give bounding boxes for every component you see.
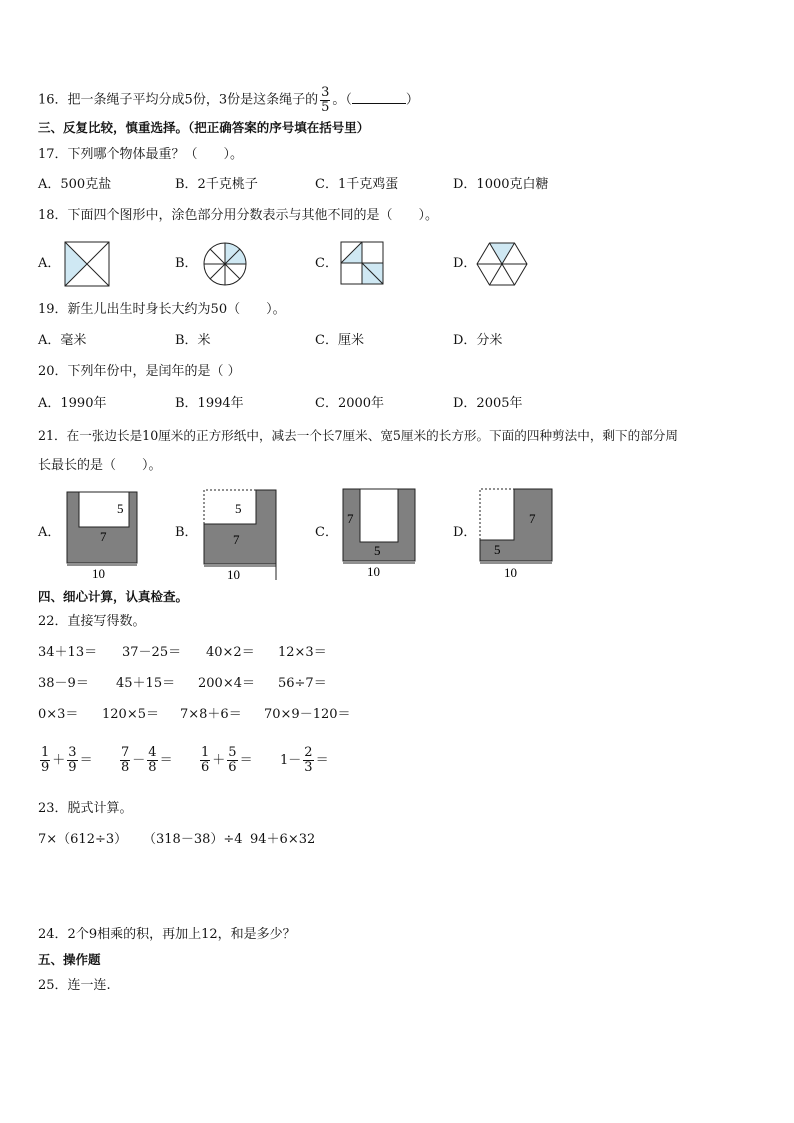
q17-option-b[interactable]: B．2千克桃子 <box>175 177 258 192</box>
q21-a-label-10: 10 <box>92 566 105 581</box>
q22-frac-item-2[interactable]: $\frac{7}{8}$ － $\frac{4}{8}$ ＝ <box>121 745 173 775</box>
q21-figure-a <box>64 490 140 582</box>
q20-stem: 20．下列年份中，是闰年的是（ ） <box>38 364 241 379</box>
q18-a-shaded-triangle <box>65 242 87 286</box>
q16-answer-blank[interactable] <box>352 91 406 104</box>
q21-c-label-5: 5 <box>374 543 381 558</box>
q22-r2-c1[interactable]: 38－9＝ <box>38 676 89 691</box>
q20-option-a[interactable]: A．1990年 <box>38 396 107 411</box>
q22-r2-c3[interactable]: 200×4＝ <box>198 676 255 691</box>
q19-option-d[interactable]: D．分米 <box>453 333 503 348</box>
q18-figure-c-grid <box>340 241 384 285</box>
section-4-title: 四、细心计算，认真检查。 <box>38 589 189 604</box>
q23-item-1[interactable]: 7×（612÷3） <box>38 832 128 847</box>
q21-a-label-7: 7 <box>100 529 107 544</box>
q21-figure-b <box>201 488 279 582</box>
q21-stem-line2: 长最长的是（ ）。 <box>38 458 162 473</box>
q18-figure-b-circle <box>202 241 248 287</box>
q19-stem: 19．新生儿出生时身长大约为50（ ）。 <box>38 302 286 317</box>
q21-b-label-7: 7 <box>233 532 240 547</box>
q22-r3-c2[interactable]: 120×5＝ <box>102 707 159 722</box>
q16-fraction: $\frac{3}{5}$ <box>321 85 330 115</box>
q16-line: 16．把一条绳子平均分成5份，3份是这条绳子的 $\frac{3}{5}$ 。（ ） <box>38 85 419 115</box>
q18-label-a[interactable]: A． <box>38 256 61 271</box>
q17-option-c[interactable]: C．1千克鸡蛋 <box>315 177 399 192</box>
q19-option-a[interactable]: A．毫米 <box>38 333 87 348</box>
q21-label-b[interactable]: B． <box>175 525 198 540</box>
q21-figure-c <box>341 487 417 581</box>
q22-r1-c2[interactable]: 37－25＝ <box>122 645 182 660</box>
q20-option-d[interactable]: D．2005年 <box>453 396 523 411</box>
q18-label-b[interactable]: B． <box>175 256 198 271</box>
q21-c-label-7: 7 <box>347 511 354 526</box>
q17-option-d[interactable]: D．1000克白糖 <box>453 177 549 192</box>
q18-stem: 18．下面四个图形中，涂色部分用分数表示与其他不同的是（ ）。 <box>38 208 439 223</box>
q21-b-label-10: 10 <box>227 567 240 582</box>
q17-stem: 17．下列哪个物体最重？（ ）。 <box>38 147 244 162</box>
q19-option-c[interactable]: C．厘米 <box>315 333 364 348</box>
q16-text: 16．把一条绳子平均分成5份，3份是这条绳子的 <box>38 92 319 108</box>
q22-r3-c1[interactable]: 0×3＝ <box>38 707 79 722</box>
q21-figure-d <box>478 487 556 581</box>
section-5-title: 五、操作题 <box>38 952 101 967</box>
q19-option-b[interactable]: B．米 <box>175 333 211 348</box>
q22-stem: 22．直接写得数。 <box>38 614 146 629</box>
q21-d-label-7: 7 <box>529 511 536 526</box>
q21-stem-line1: 21．在一张边长是10厘米的正方形纸中，减去一个长7厘米、宽5厘米的长方形。下面的四种剪法中，剩下的部分周 <box>38 428 678 443</box>
q21-d-label-5: 5 <box>494 542 501 557</box>
q17-option-a[interactable]: A．500克盐 <box>38 177 112 192</box>
q25-stem: 25．连一连. <box>38 978 111 993</box>
q21-label-c[interactable]: C． <box>315 525 338 540</box>
q18-figure-a-square <box>64 241 110 287</box>
q22-frac-item-3[interactable]: $\frac{1}{6}$ ＋ $\frac{5}{6}$ ＝ <box>201 745 253 775</box>
q18-figure-d-hexagon <box>476 241 528 287</box>
q21-d-label-10: 10 <box>504 565 517 580</box>
q20-option-b[interactable]: B．1994年 <box>175 396 244 411</box>
q22-r1-c4[interactable]: 12×3＝ <box>278 645 327 660</box>
q22-r2-c2[interactable]: 45＋15＝ <box>116 676 176 691</box>
q21-b-label-5: 5 <box>235 501 242 516</box>
q21-label-d[interactable]: D． <box>453 525 477 540</box>
q24-stem: 24．2个9相乘的积，再加上12，和是多少？ <box>38 927 296 942</box>
q22-frac-item-1[interactable]: $\frac{1}{9}$ ＋ $\frac{3}{9}$ ＝ <box>41 745 93 775</box>
q21-a-label-5: 5 <box>117 501 124 516</box>
q23-item-3[interactable]: 94＋6×32 <box>250 832 316 847</box>
q23-item-2[interactable]: （318－38）÷4 <box>143 832 243 847</box>
q22-r1-c3[interactable]: 40×2＝ <box>206 645 255 660</box>
q22-r1-c1[interactable]: 34＋13＝ <box>38 645 98 660</box>
q18-label-c[interactable]: C． <box>315 256 338 271</box>
q22-r3-c3[interactable]: 7×8＋6＝ <box>180 707 242 722</box>
q22-r3-c4[interactable]: 70×9－120＝ <box>264 707 351 722</box>
q22-r2-c4[interactable]: 56÷7＝ <box>278 676 327 691</box>
section-3-title: 三、反复比较，慎重选择。（把正确答案的序号填在括号里） <box>38 120 370 135</box>
q21-label-a[interactable]: A． <box>38 525 61 540</box>
q21-c-label-10: 10 <box>367 564 380 579</box>
q23-stem: 23．脱式计算。 <box>38 801 133 816</box>
q18-label-d[interactable]: D． <box>453 256 477 271</box>
q22-frac-item-4[interactable]: 1－ $\frac{2}{3}$ ＝ <box>280 745 329 775</box>
q20-option-c[interactable]: C．2000年 <box>315 396 385 411</box>
